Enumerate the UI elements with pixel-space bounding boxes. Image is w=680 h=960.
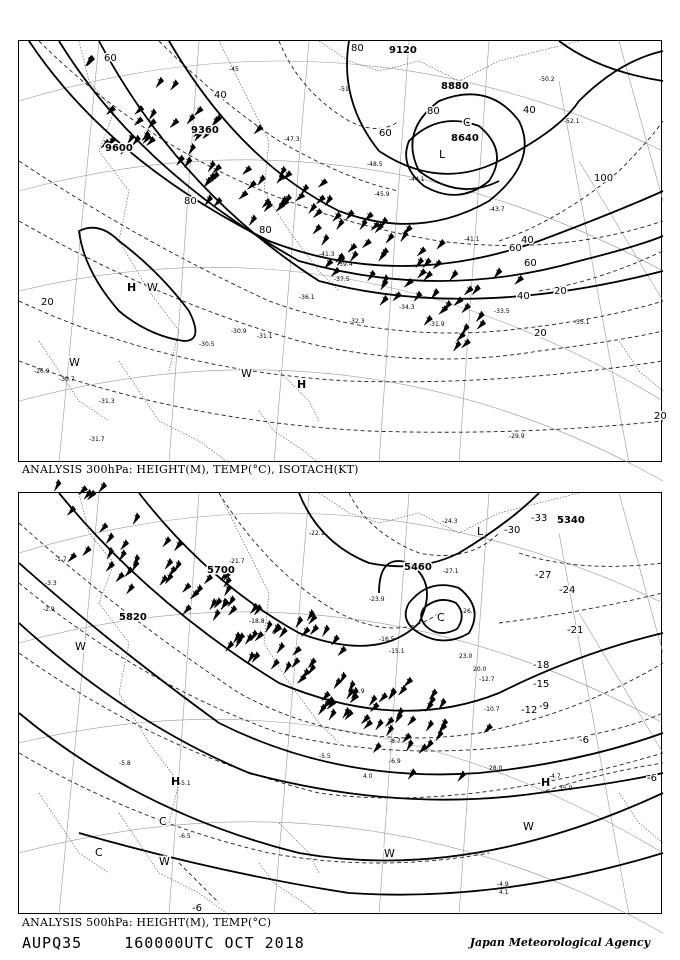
wind-barb (119, 550, 126, 561)
grid-300-meridian (459, 41, 489, 463)
wind-barb (292, 658, 300, 668)
wind-barb (156, 77, 164, 87)
wind-barb (313, 224, 321, 234)
temperature-label: -15 (533, 679, 550, 690)
isotach-label: 80 (351, 43, 364, 54)
wind-barb (54, 479, 61, 491)
wind-barb (296, 616, 303, 627)
pressure-center-h: H (127, 281, 137, 294)
pressure-center-c: C (159, 815, 167, 828)
grid-300-parallel (19, 61, 663, 151)
station-value: -22.1 (309, 530, 325, 537)
isotach-label: 80 (427, 106, 440, 117)
pressure-center-w: W (75, 640, 86, 653)
wind-barb (417, 247, 426, 256)
wind-barb (133, 513, 140, 524)
wind-barb (414, 291, 422, 301)
wind-barb (271, 659, 279, 669)
coast-500-coastline (279, 823, 319, 873)
station-value: 4.0 (363, 773, 373, 780)
station-temp: -36.1 (299, 294, 315, 301)
temperature-label: -12 (521, 705, 538, 716)
wind-barb (515, 275, 524, 284)
temperature-label: -6 (647, 773, 657, 784)
wind-barb (450, 270, 458, 280)
wind-barb (324, 259, 332, 268)
wind-barb (243, 166, 252, 175)
temperature-label: -9 (539, 701, 549, 712)
wind-barb (121, 540, 129, 550)
temperature-label: -18 (533, 660, 550, 671)
wind-barb (350, 251, 358, 261)
station-value: -18.8 (249, 618, 265, 625)
isotach-label: 60 (509, 243, 522, 254)
temperature-label: -24 (559, 585, 576, 596)
station-temp: -41.1 (464, 236, 480, 243)
temperature-label: -21 (567, 625, 584, 636)
height-contour-300 (59, 41, 663, 281)
wind-barb (83, 546, 91, 556)
wind-barb (106, 561, 114, 571)
isotach-label: 60 (524, 258, 537, 269)
station-temp: -44.1 (409, 176, 425, 183)
wind-barb (210, 598, 217, 609)
temperature-contour-500 (519, 553, 663, 566)
isotach-label: 40 (523, 105, 536, 116)
station-temp: -30.9 (231, 328, 247, 335)
wind-barb (99, 482, 107, 492)
station-value: -21.7 (229, 558, 245, 565)
wind-barb (126, 584, 134, 594)
station-temp: -47.3 (284, 136, 300, 143)
station-temp: -33.5 (494, 308, 510, 315)
product-header (22, 934, 337, 952)
station-temp: -45.9 (374, 191, 390, 198)
station-value: 35.0 (559, 785, 573, 792)
wind-barb (277, 642, 285, 653)
wind-barb (322, 625, 329, 636)
wind-barb (106, 533, 114, 544)
wind-barb (249, 215, 257, 226)
station-temp: -31.9 (429, 321, 445, 328)
pressure-center-w: W (384, 847, 395, 860)
height-label: 5820 (119, 612, 147, 623)
station-value: -4.7 (549, 773, 561, 780)
grid-500-meridian (579, 613, 663, 753)
wind-barb (310, 625, 318, 635)
wind-barb (472, 285, 480, 295)
temperature-contour-500 (19, 753, 489, 863)
temperature-label: -33 (531, 513, 548, 524)
station-value: -6.5 (179, 833, 191, 840)
isotach-label: 20 (654, 411, 667, 422)
station-temp: -52.1 (564, 118, 580, 125)
pressure-center-l: L (439, 148, 446, 161)
wind-barb (160, 575, 168, 585)
station-value: -12.7 (479, 676, 495, 683)
closed-high-contour-300 (79, 228, 195, 341)
pressure-center-w: W (241, 367, 252, 380)
isotach-label: 20 (534, 328, 547, 339)
wind-barb (229, 605, 237, 615)
wind-barb (477, 320, 486, 329)
height-label: 9600 (105, 143, 133, 154)
wind-barb (245, 634, 253, 645)
wind-barb (308, 664, 316, 675)
caption-300hpa: ANALYSIS 300hPa: HEIGHT(M), TEMP(°C), ISOTACH(KT) (22, 463, 359, 476)
wind-barb (213, 609, 220, 620)
station-value: -23.9 (369, 596, 385, 603)
station-temp: -32.3 (349, 318, 365, 325)
agency-name: Japan Meteorological Agency (469, 936, 650, 949)
height-label: 5340 (557, 515, 585, 526)
station-value: -24.3 (442, 518, 458, 525)
temperature-contour-500 (499, 593, 663, 623)
wind-barb (163, 537, 171, 547)
pressure-center-w: W (159, 855, 170, 868)
station-temp: -48.5 (367, 161, 383, 168)
wind-barb (437, 239, 445, 249)
isotach-label: 80 (259, 225, 272, 236)
station-temp: -37.5 (334, 276, 350, 283)
station-value: -1.7 (55, 556, 67, 563)
wind-barb (362, 239, 371, 248)
product-id: AUPQ35 (22, 934, 83, 952)
valid-time: 160000UTC OCT 2018 (124, 934, 305, 952)
wind-barb (379, 693, 388, 702)
temperature-contour-500 (179, 863, 219, 903)
isotach-label: 20 (41, 297, 54, 308)
station-temp: -51 (339, 86, 349, 93)
station-value: -11.9 (349, 688, 365, 695)
pressure-center-w: W (147, 281, 158, 294)
station-temp: -31.1 (257, 333, 273, 340)
isotach-label: 40 (521, 235, 534, 246)
isotach-label: 20 (554, 286, 567, 297)
wind-barb (329, 709, 336, 720)
wind-barb (293, 646, 302, 655)
temperature-label: -30 (504, 525, 521, 536)
station-temp: -30.7 (59, 376, 75, 383)
wind-barb (68, 553, 77, 562)
station-temp: -43.7 (489, 206, 505, 213)
wind-barb (183, 605, 191, 615)
map-500hpa (18, 492, 662, 914)
wind-barb (149, 109, 156, 120)
isotach-label: 60 (379, 128, 392, 139)
station-value: -2.9 (43, 606, 55, 613)
wind-barb (380, 295, 388, 305)
pressure-center-l: L (477, 525, 484, 538)
station-value: -3.3 (45, 580, 57, 587)
height-label: 5460 (404, 562, 432, 573)
station-value: -6.9 (389, 758, 401, 765)
height-contour-500 (19, 623, 663, 800)
height-label: 8640 (451, 133, 479, 144)
station-temp: -45 (229, 66, 239, 73)
map-500hpa-svg (19, 493, 663, 915)
coast-500-coastline (39, 793, 109, 873)
wind-barb (408, 716, 416, 726)
wind-barb (116, 572, 124, 582)
coast-500-coastline (79, 493, 179, 823)
pressure-center-w: W (69, 356, 80, 369)
height-label: 9120 (389, 45, 417, 56)
wind-barb (194, 106, 203, 115)
station-temp: -34.3 (399, 304, 415, 311)
wind-barb (165, 558, 173, 569)
wind-barb (462, 339, 471, 348)
height-label: 8880 (441, 81, 469, 92)
station-value: -5.1 (179, 780, 191, 787)
station-value: -26.1 (461, 608, 477, 615)
temperature-label: -6 (192, 903, 202, 914)
coast-500-coastline (259, 863, 319, 915)
wind-barb (404, 677, 413, 686)
wind-barb (373, 742, 381, 752)
coast-500-coastline (119, 813, 229, 915)
wind-barb (296, 193, 305, 201)
wind-barb (426, 720, 433, 731)
wind-barb (376, 719, 383, 730)
station-value: -5.5 (319, 753, 331, 760)
wind-barb (170, 118, 179, 127)
wind-barb (425, 739, 433, 749)
wind-barb (337, 219, 344, 230)
coast-500-coastline (619, 793, 663, 843)
station-temp: -41.3 (319, 251, 335, 258)
wind-barb (309, 203, 317, 213)
station-value: 4.1 (499, 889, 509, 896)
station-temp: -31.3 (99, 398, 115, 405)
isotach-label: 100 (594, 173, 614, 184)
station-value: -5.8 (119, 760, 131, 767)
station-value: 23.0 (459, 653, 473, 660)
station-temp: -30.5 (199, 341, 215, 348)
station-value: -27.1 (443, 568, 459, 575)
pressure-center-w: W (523, 820, 534, 833)
station-value: -10.7 (484, 706, 500, 713)
station-value: 20.0 (473, 666, 487, 673)
station-value: -16.5 (379, 636, 395, 643)
station-value: -4.9 (497, 881, 509, 888)
grid-300-meridian (169, 41, 199, 463)
wind-barb (453, 341, 461, 352)
height-contour-500 (139, 493, 427, 646)
wind-barb (458, 771, 466, 781)
wind-barb (239, 190, 248, 199)
pressure-center-c: C (95, 846, 103, 859)
station-temp: -50.2 (539, 76, 555, 83)
wind-barb (386, 233, 394, 243)
grid-500-meridian (619, 493, 663, 653)
station-temp: -31.7 (89, 436, 105, 443)
pressure-center-h: H (171, 775, 181, 788)
station-temp: -29.9 (509, 433, 525, 440)
wind-barb (318, 179, 327, 187)
isotach-label: 40 (517, 291, 530, 302)
grid-300-meridian (559, 81, 629, 463)
wind-barb (228, 596, 235, 607)
height-label: 5700 (207, 565, 235, 576)
map-300hpa-svg (19, 41, 667, 463)
wind-barb (79, 486, 88, 495)
pressure-center-h: H (541, 776, 551, 789)
map-300hpa (18, 40, 667, 462)
temperature-contour-500 (19, 583, 663, 751)
wind-barb (254, 125, 263, 134)
wind-barb (418, 269, 427, 278)
wind-barb (182, 583, 190, 593)
station-value: 28.0 (489, 765, 503, 772)
isotach-contour-300 (19, 361, 663, 432)
temperature-label: -6 (579, 735, 589, 746)
wind-barb (258, 175, 266, 185)
isotach-contour-300 (279, 41, 399, 129)
wind-barb (322, 234, 329, 245)
wind-barb (338, 646, 346, 655)
pressure-center-c: C (437, 611, 445, 624)
station-temp: -26.9 (34, 368, 50, 375)
wind-barb (431, 288, 439, 298)
height-label: 9360 (191, 125, 219, 136)
wind-barb (284, 661, 291, 672)
pressure-center-h: H (297, 378, 307, 391)
wind-barb (313, 209, 322, 218)
wind-barb (188, 144, 195, 155)
station-value: -8.7 (389, 738, 401, 745)
isotach-contour-300 (19, 301, 663, 382)
isotach-label: 80 (184, 196, 197, 207)
station-temp: -39.4 (337, 261, 353, 268)
wind-barb (325, 195, 333, 206)
coast-300-coastline (119, 361, 229, 463)
pressure-center-c: C (463, 116, 471, 129)
wind-barb (174, 560, 181, 571)
isotach-label: 40 (214, 90, 227, 101)
wind-barb (171, 80, 179, 90)
wind-barb (266, 621, 272, 633)
wind-barb (226, 641, 234, 651)
wind-barb (393, 292, 402, 301)
wind-barb (398, 685, 406, 695)
temperature-label: -27 (535, 570, 552, 581)
wind-barb (340, 672, 347, 684)
caption-500hpa: ANALYSIS 500hPa: HEIGHT(M), TEMP(°C) (22, 916, 272, 929)
station-temp: -35.1 (574, 319, 590, 326)
station-value: -15.1 (389, 648, 405, 655)
coast-300-coastline (259, 411, 319, 463)
isotach-label: 60 (104, 53, 117, 64)
